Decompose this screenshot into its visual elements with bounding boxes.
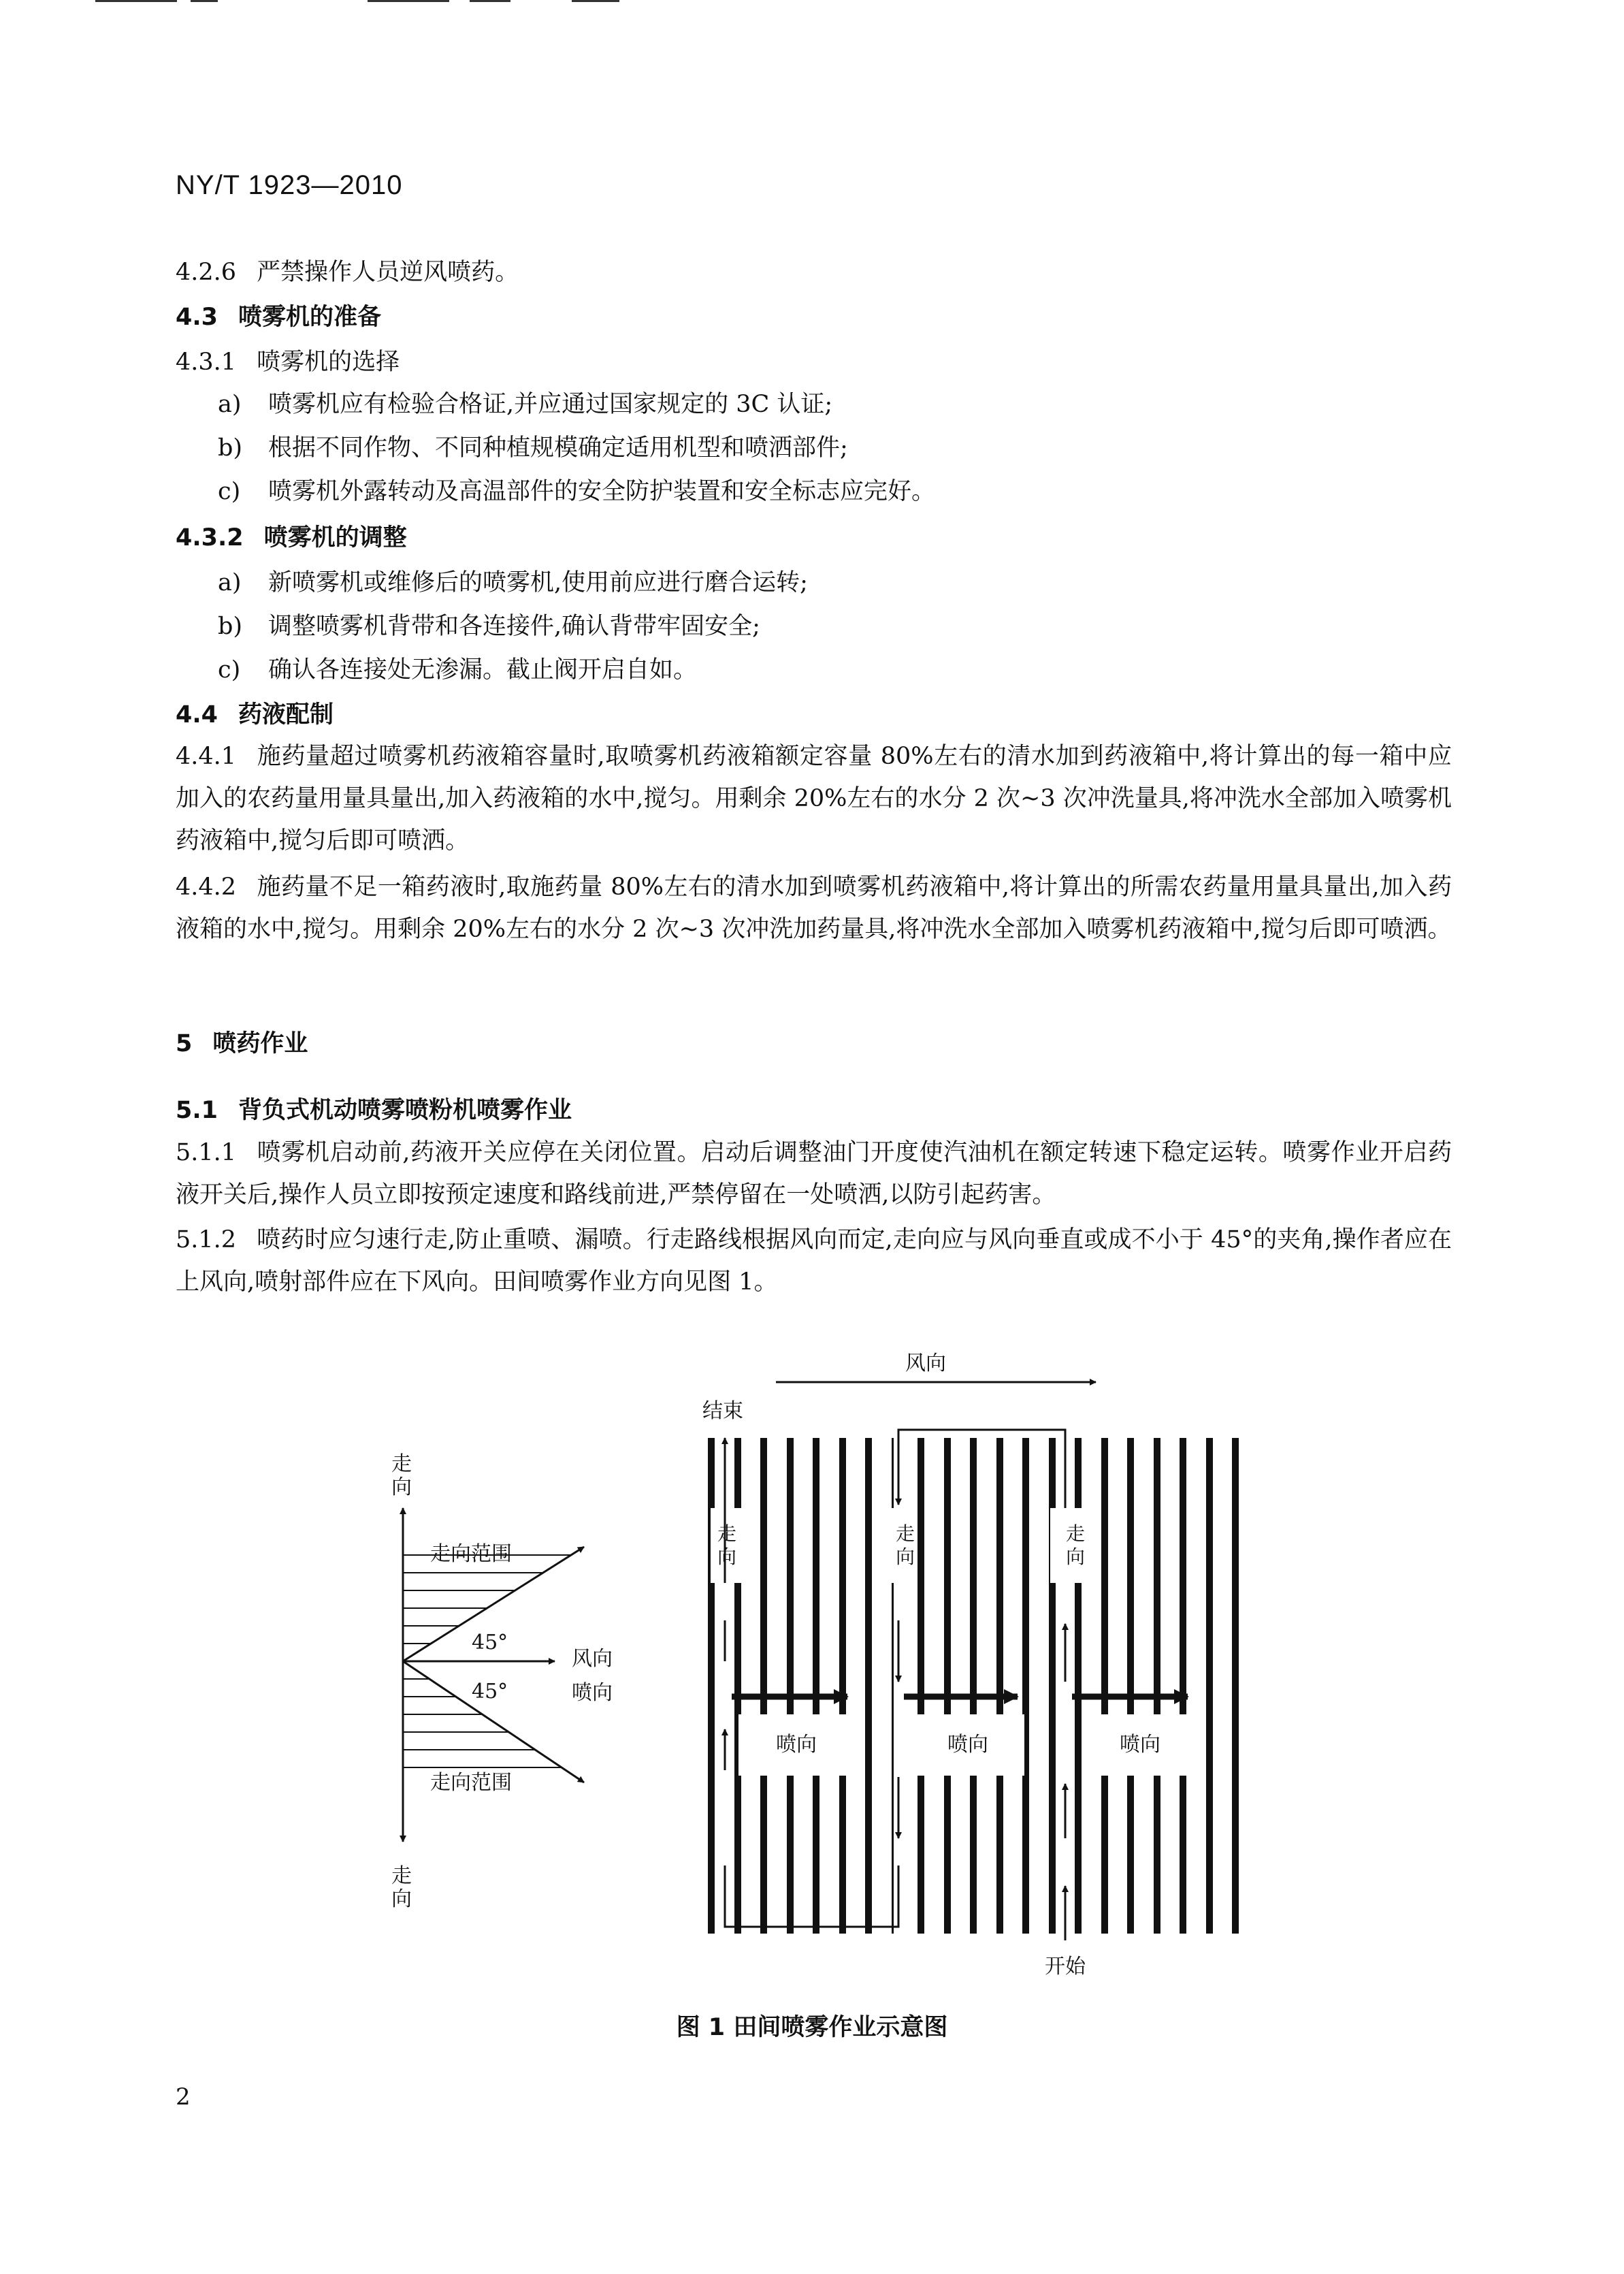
spray-label: 喷向 (947, 1733, 988, 1757)
crop-row (865, 1438, 872, 1934)
crop-row (760, 1438, 767, 1934)
scan-mark (368, 0, 449, 2)
crop-row (970, 1438, 977, 1934)
clause-4-2-6: 4.2.6 严禁操作人员逆风喷药。 (176, 259, 519, 286)
angle-diagram (391, 1452, 613, 1911)
walk-label: 走向 (717, 1522, 737, 1568)
wind-label: 风向 (905, 1351, 946, 1375)
crop-row (944, 1438, 951, 1934)
walk-label-bottom: 走向 (391, 1864, 412, 1911)
list-item: b) 根据不同作物、不同种植规模确定适用机型和喷洒部件; (218, 434, 848, 462)
figure-caption: 图 1 田间喷雾作业示意图 (676, 2014, 948, 2041)
field-spraying-diagram (0, 1334, 1624, 2002)
angle-label-bottom: 45° (472, 1680, 508, 1703)
heading-5-1: 5.1 背负式机动喷雾喷粉机喷雾作业 (176, 1097, 572, 1124)
field-route-diagram (702, 1351, 1239, 1979)
standard-number: NY/T 1923—2010 (176, 170, 403, 200)
list-item: c) 喷雾机外露转动及高温部件的安全防护装置和安全标志应完好。 (218, 478, 936, 505)
list-item: c) 确认各连接处无渗漏。截止阀开启自如。 (218, 656, 698, 684)
crop-rows (708, 1438, 1239, 1934)
walk-label: 走向 (1065, 1522, 1086, 1568)
scan-mark (470, 0, 510, 2)
crop-row (1127, 1438, 1134, 1934)
range-label-top: 走向范围 (430, 1542, 512, 1566)
list-item: a) 新喷雾机或维修后的喷雾机,使用前应进行磨合运转; (218, 569, 808, 596)
heading-4-3-1: 4.3.1 喷雾机的选择 (176, 349, 400, 376)
clause-5-1-2: 5.1.2 喷药时应匀速行走,防止重喷、漏喷。行走路线根据风向而定,走向应与风向垂直或成不小于 45°的夹角,操作者应在上风向,喷射部件应在下风向。田间喷雾作业方向见图 1。 (176, 1226, 1452, 1296)
walk-label-top: 走向 (391, 1452, 412, 1499)
list-item: a) 喷雾机应有检验合格证,并应通过国家规定的 3C 认证; (218, 391, 833, 418)
clause-4-4-2: 4.4.2 施药量不足一箱药液时,取施药量 80%左右的清水加到喷雾机药液箱中,将计算出的所需农药量用量具量出,加入药液箱的水中,搅匀。用剩余 20%左右的水分 2 次~3 次冲洗加药量具,将冲洗水全部加入喷雾机药液箱中,搅匀后即可喷洒。 (176, 874, 1452, 943)
scan-mark (191, 0, 218, 2)
crop-row (787, 1438, 794, 1934)
range-label-bottom: 走向范围 (430, 1771, 512, 1795)
spray-label: 喷向 (572, 1681, 613, 1705)
clause-5-1-1: 5.1.1 喷雾机启动前,药液开关应停在关闭位置。启动后调整油门开度使汽油机在额定转速下稳定运转。喷雾作业开启药液开关后,操作人员立即按预定速度和路线前进,严禁停留在一处喷洒,以防引起药害。 (176, 1139, 1452, 1208)
wind-label: 风向 (572, 1647, 613, 1671)
spray-label: 喷向 (1120, 1733, 1160, 1757)
heading-4-3-2: 4.3.2 喷雾机的调整 (176, 524, 407, 551)
angle-label-top: 45° (472, 1631, 508, 1654)
list-item: b) 调整喷雾机背带和各连接件,确认背带牢固安全; (218, 613, 760, 640)
heading-5: 5 喷药作业 (176, 1030, 308, 1057)
page-number: 2 (176, 2083, 191, 2111)
crop-row (813, 1438, 819, 1934)
start-label: 开始 (1045, 1955, 1086, 1979)
spray-label: 喷向 (776, 1733, 817, 1757)
crop-row (1232, 1438, 1239, 1934)
heading-4-3: 4.3 喷雾机的准备 (176, 304, 382, 331)
crop-row (917, 1438, 924, 1934)
crop-row (1154, 1438, 1160, 1934)
spray-boxes (738, 1714, 1198, 1776)
crop-row (1180, 1438, 1186, 1934)
crop-row (839, 1438, 846, 1934)
clause-4-4-1: 4.4.1 施药量超过喷雾机药液箱容量时,取喷雾机药液箱额定容量 80%左右的清水加到药液箱中,将计算出的每一箱中应加入的农药量用量具量出,加入药液箱的水中,搅匀。用剩余 20%左右的水分 2 次~3 次冲洗量具,将冲洗水全部加入喷雾机药液箱中,搅匀后即可喷洒。 (176, 743, 1452, 854)
scan-mark (95, 0, 177, 2)
crop-row (1101, 1438, 1108, 1934)
crop-row (1206, 1438, 1213, 1934)
crop-row (996, 1438, 1003, 1934)
end-label: 结束 (702, 1399, 743, 1423)
route-turn-bottom (725, 1865, 898, 1927)
crop-row (1022, 1438, 1029, 1934)
scan-mark (572, 0, 619, 2)
heading-4-4: 4.4 药液配制 (176, 701, 334, 728)
walk-label: 走向 (895, 1522, 915, 1568)
